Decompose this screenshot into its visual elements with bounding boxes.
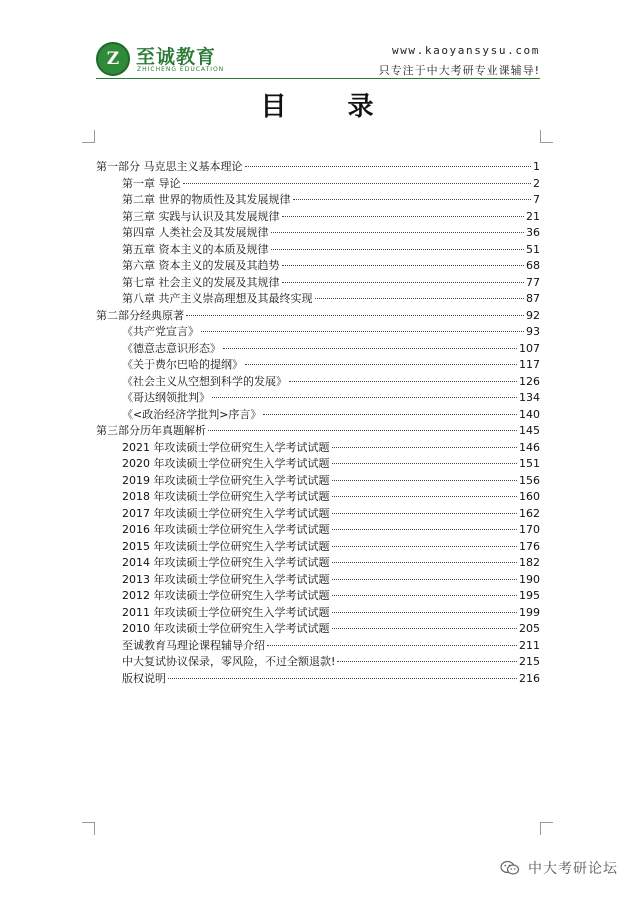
toc-entry[interactable] — [96, 341, 540, 358]
toc-leader-dots — [271, 232, 525, 233]
toc-entry[interactable] — [96, 440, 540, 457]
toc-leader-dots — [332, 480, 518, 481]
toc-leader-dots — [208, 430, 517, 431]
toc-entry[interactable] — [96, 407, 540, 424]
toc-page-number: 117 — [519, 358, 540, 371]
toc-entry-title: 第四章 人类社会及其发展规律 — [122, 226, 269, 239]
toc-entry-title: 第二章 世界的物质性及其发展规律 — [122, 193, 291, 206]
toc-entry[interactable] — [96, 258, 540, 275]
crop-mark-bottom-left — [82, 822, 95, 835]
toc-page-number: 7 — [533, 193, 540, 206]
crop-mark-top-right — [540, 130, 553, 143]
toc-page-number: 107 — [519, 341, 540, 355]
toc-page-number: 21 — [526, 209, 540, 223]
header-rule — [96, 78, 540, 79]
toc-page-number: 182 — [519, 556, 540, 569]
toc-entry[interactable] — [96, 671, 540, 688]
toc-page-number: 190 — [519, 572, 540, 586]
toc-leader-dots — [289, 381, 517, 382]
toc-leader-dots — [332, 579, 518, 580]
toc-entry-title: 《<政治经济学批判>序言》 — [122, 407, 262, 421]
crop-mark-bottom-right — [540, 822, 553, 835]
toc-page-number: 126 — [519, 374, 540, 388]
toc-leader-dots — [282, 282, 525, 283]
toc-leader-dots — [282, 216, 525, 217]
table-of-contents — [96, 159, 540, 687]
toc-entry[interactable] — [96, 489, 540, 506]
toc-page-number: 87 — [526, 292, 540, 305]
toc-entry-title: 2012 年攻读硕士学位研究生入学考试试题 — [122, 589, 330, 602]
toc-entry[interactable] — [96, 539, 540, 556]
toc-page-number: 211 — [519, 638, 540, 652]
toc-page-number: 134 — [519, 391, 540, 404]
toc-entry-title: 《共产党宣言》 — [122, 325, 199, 338]
toc-entry[interactable] — [96, 621, 540, 638]
toc-entry-title: 第三章 实践与认识及其发展规律 — [122, 209, 280, 223]
toc-entry-title: 2020 年攻读硕士学位研究生入学考试试题 — [122, 457, 330, 470]
toc-entry[interactable] — [96, 225, 540, 242]
toc-entry[interactable] — [96, 555, 540, 572]
toc-page-number: 215 — [519, 655, 540, 668]
logo-subtitle: ZHICHENG EDUCATION — [137, 66, 225, 73]
toc-entry[interactable] — [96, 654, 540, 671]
toc-leader-dots — [332, 447, 518, 448]
toc-page-number: 156 — [519, 473, 540, 487]
toc-leader-dots — [332, 463, 518, 464]
toc-leader-dots — [282, 265, 525, 266]
toc-entry[interactable] — [96, 324, 540, 341]
toc-entry[interactable] — [96, 242, 540, 259]
toc-leader-dots — [168, 678, 517, 679]
toc-page-number: 36 — [526, 226, 540, 239]
toc-entry[interactable] — [96, 522, 540, 539]
toc-page-number: 140 — [519, 407, 540, 421]
toc-entry-title: 第五章 资本主义的本质及规律 — [122, 242, 269, 256]
toc-entry[interactable] — [96, 473, 540, 490]
watermark — [500, 857, 618, 879]
toc-page-number: 145 — [519, 424, 540, 437]
toc-entry-title: 至诚教育马理论课程辅导介绍 — [122, 638, 265, 652]
toc-entry[interactable] — [96, 390, 540, 407]
toc-part-entry[interactable] — [96, 159, 540, 176]
toc-entry-title: 《关于费尔巴哈的提纲》 — [122, 358, 243, 371]
toc-entry[interactable] — [96, 176, 540, 193]
toc-leader-dots — [223, 348, 517, 349]
toc-entry-title: 2018 年攻读硕士学位研究生入学考试试题 — [122, 490, 330, 503]
toc-entry-title: 第七章 社会主义的发展及其规律 — [122, 275, 280, 289]
toc-entry-title: 2016 年攻读硕士学位研究生入学考试试题 — [122, 523, 330, 536]
toc-leader-dots — [212, 397, 517, 398]
toc-entry[interactable] — [96, 572, 540, 589]
toc-leader-dots — [245, 364, 517, 365]
toc-leader-dots — [332, 612, 518, 613]
toc-leader-dots — [332, 628, 518, 629]
toc-leader-dots — [332, 595, 518, 596]
toc-entry-title: 2013 年攻读硕士学位研究生入学考试试题 — [122, 572, 330, 586]
logo-name: 至诚教育 — [136, 46, 217, 68]
toc-entry-title: 《哥达纲领批判》 — [122, 391, 210, 404]
slogan: 只专注于中大考研专业课辅导! — [378, 64, 540, 77]
watermark-text: 中大考研论坛 — [528, 861, 618, 877]
toc-entry[interactable] — [96, 506, 540, 523]
toc-page-number: 170 — [519, 523, 540, 536]
toc-entry[interactable] — [96, 638, 540, 655]
toc-page-number: 51 — [526, 242, 540, 256]
toc-page-number: 2 — [533, 176, 540, 190]
toc-entry-title: 《社会主义从空想到科学的发展》 — [122, 374, 287, 388]
toc-leader-dots — [267, 645, 517, 646]
page-title: 目 录 — [260, 92, 400, 122]
toc-entry-title: 第三部分历年真题解析 — [96, 424, 206, 437]
toc-leader-dots — [337, 661, 517, 662]
toc-leader-dots — [332, 496, 518, 497]
toc-entry-title: 中大复试协议保录，零风险，不过全额退款! — [122, 655, 336, 668]
toc-page-number: 205 — [519, 622, 540, 635]
toc-leader-dots — [332, 513, 518, 514]
toc-entry-title: 《德意志意识形态》 — [122, 341, 221, 355]
toc-page-number: 162 — [519, 506, 540, 520]
toc-entry-title: 第二部分经典原著 — [96, 308, 184, 322]
toc-entry-title: 2010 年攻读硕士学位研究生入学考试试题 — [122, 622, 330, 635]
toc-entry-title: 第八章 共产主义崇高理想及其最终实现 — [122, 292, 313, 305]
brand-logo — [96, 40, 246, 78]
toc-leader-dots — [315, 298, 525, 299]
toc-part-entry[interactable] — [96, 308, 540, 325]
toc-entry-title: 第一章 导论 — [122, 176, 181, 190]
crop-mark-top-left — [82, 130, 95, 143]
toc-leader-dots — [183, 183, 532, 184]
logo-emblem: Z — [96, 42, 130, 76]
toc-leader-dots — [186, 315, 524, 316]
toc-leader-dots — [263, 414, 517, 415]
toc-leader-dots — [332, 546, 518, 547]
toc-entry[interactable] — [96, 588, 540, 605]
toc-entry-title: 第一部分 马克思主义基本理论 — [96, 160, 243, 173]
toc-page-number: 93 — [526, 325, 540, 338]
toc-entry-title: 2011 年攻读硕士学位研究生入学考试试题 — [122, 605, 330, 619]
toc-entry-title: 第六章 资本主义的发展及其趋势 — [122, 259, 280, 272]
toc-entry[interactable] — [96, 209, 540, 226]
toc-entry-title: 2017 年攻读硕士学位研究生入学考试试题 — [122, 506, 330, 520]
toc-leader-dots — [332, 529, 518, 530]
toc-entry[interactable] — [96, 291, 540, 308]
toc-entry[interactable] — [96, 192, 540, 209]
toc-entry[interactable] — [96, 374, 540, 391]
toc-page-number: 68 — [526, 259, 540, 272]
toc-leader-dots — [293, 199, 532, 200]
toc-page-number: 176 — [519, 539, 540, 553]
toc-leader-dots — [245, 166, 532, 167]
toc-leader-dots — [332, 562, 518, 563]
toc-page-number: 77 — [526, 275, 540, 289]
toc-entry[interactable] — [96, 357, 540, 374]
site-url: www.kaoyansysu.com — [391, 44, 540, 57]
toc-page-number: 216 — [519, 671, 540, 685]
toc-entry-title: 版权说明 — [122, 671, 166, 685]
toc-leader-dots — [201, 331, 524, 332]
page-header — [96, 40, 540, 80]
toc-entry-title: 2014 年攻读硕士学位研究生入学考试试题 — [122, 556, 330, 569]
toc-entry-title: 2019 年攻读硕士学位研究生入学考试试题 — [122, 473, 330, 487]
toc-entry[interactable] — [96, 456, 540, 473]
toc-page-number: 160 — [519, 490, 540, 503]
toc-leader-dots — [271, 249, 525, 250]
toc-page-number: 151 — [519, 457, 540, 470]
toc-part-entry[interactable] — [96, 423, 540, 440]
toc-entry-title: 2021 年攻读硕士学位研究生入学考试试题 — [122, 440, 330, 454]
toc-page-number: 195 — [519, 589, 540, 602]
toc-entry[interactable] — [96, 275, 540, 292]
toc-page-number: 146 — [519, 440, 540, 454]
wechat-icon — [500, 860, 520, 876]
toc-page-number: 92 — [526, 308, 540, 322]
toc-entry[interactable] — [96, 605, 540, 622]
toc-entry-title: 2015 年攻读硕士学位研究生入学考试试题 — [122, 539, 330, 553]
toc-page-number: 199 — [519, 605, 540, 619]
toc-page-number: 1 — [533, 160, 540, 173]
